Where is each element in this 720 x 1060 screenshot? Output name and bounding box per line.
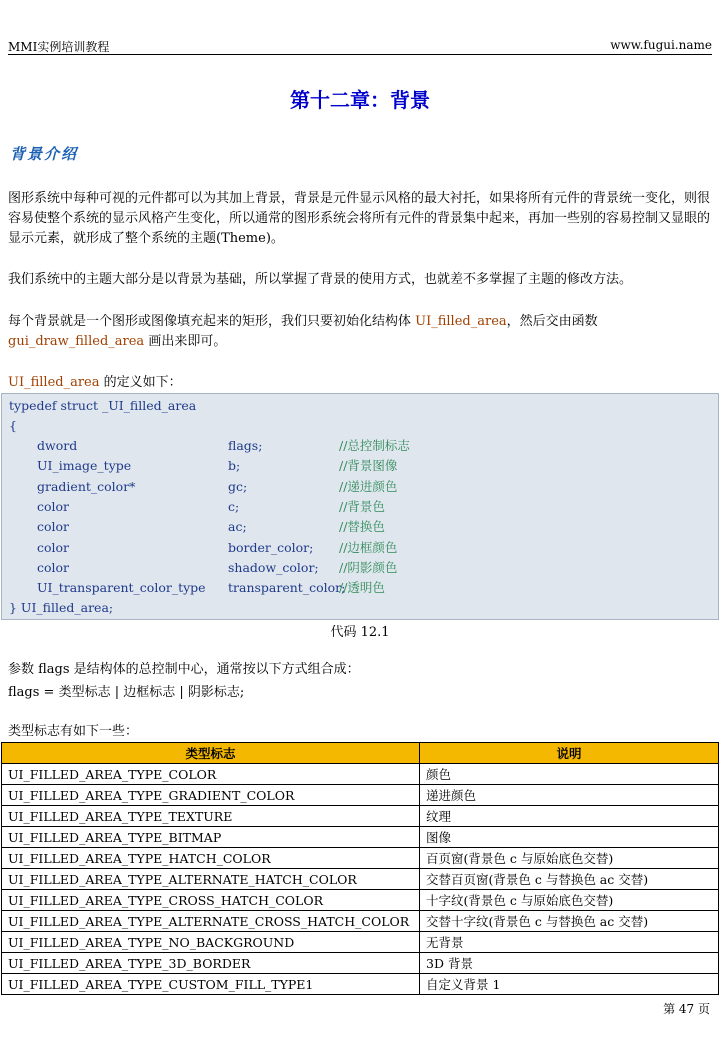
flags-description: 参数 flags 是结构体的总控制中心，通常按以下方式组合成： — [8, 662, 360, 677]
type-flag-cell: UI_FILLED_AREA_TYPE_CROSS_HATCH_COLOR — [2, 890, 420, 911]
code-field-line — [2, 578, 718, 598]
header-left-title: MMI实例培训教程 — [8, 40, 110, 54]
type-flag-cell: UI_FILLED_AREA_TYPE_COLOR — [2, 764, 420, 785]
table-row — [2, 827, 719, 848]
description-cell: 图像 — [420, 827, 719, 848]
p3-text-c: ，然后交由函数 — [506, 314, 598, 329]
code-field-line — [2, 456, 718, 476]
type-flag-cell: UI_FILLED_AREA_TYPE_HATCH_COLOR — [2, 848, 420, 869]
table-row — [2, 890, 719, 911]
type-flag-cell: UI_FILLED_AREA_TYPE_BITMAP — [2, 827, 420, 848]
table-row — [2, 848, 719, 869]
description-cell: 颜色 — [420, 764, 719, 785]
table-row — [2, 911, 719, 932]
code-caption: 代码 12.1 — [330, 625, 390, 640]
code-field-comment: //边框颜色 — [339, 539, 398, 555]
description-cell: 自定义背景 1 — [420, 974, 719, 995]
description-cell: 十字纹(背景色 c 与原始底色交替) — [420, 890, 719, 911]
table-header-row — [2, 743, 719, 764]
description-cell: 无背景 — [420, 932, 719, 953]
description-cell: 3D 背景 — [420, 953, 719, 974]
code-field-type: color — [37, 519, 70, 535]
description-cell: 交替十字纹(背景色 c 与替换色 ac 交替) — [420, 911, 719, 932]
struct-name-ref: UI_filled_area — [8, 375, 100, 390]
code-field-comment: //递进颜色 — [339, 478, 398, 494]
paragraph-theme: 我们系统中的主题大部分是以背景为基础，所以掌握了背景的使用方式，也就差不多掌握了主题的修改方法。 — [8, 272, 633, 287]
code-field-comment: //阴影颜色 — [339, 559, 398, 575]
code-block — [1, 393, 719, 620]
code-field-name: shadow_color; — [228, 559, 319, 575]
code-field-type: UI_transparent_color_type — [37, 580, 206, 596]
p3-text-e: 画出来即可。 — [144, 334, 227, 349]
code-field-line — [2, 497, 718, 517]
type-flag-cell: UI_FILLED_AREA_TYPE_TEXTURE — [2, 806, 420, 827]
code-field-name: flags; — [228, 438, 263, 453]
code-field-comment: //替换色 — [339, 519, 385, 535]
code-field-type: color — [37, 498, 70, 514]
code-field-line — [2, 558, 718, 578]
p4-text-b: 的定义如下： — [99, 375, 182, 390]
table-header-type: 类型标志 — [2, 743, 420, 764]
table-row — [2, 932, 719, 953]
table-header-description: 说明 — [420, 743, 719, 764]
description-cell: 百页窗(背景色 c 与原始底色交替) — [420, 848, 719, 869]
code-field-type: color — [37, 539, 70, 555]
type-flag-cell: UI_FILLED_AREA_TYPE_NO_BACKGROUND — [2, 932, 420, 953]
code-field-line — [2, 517, 718, 537]
p3-text-a: 每个背景就是一个图形或图像填充起来的矩形，我们只要初始化结构体 — [8, 314, 416, 329]
type-flags-table — [1, 742, 719, 995]
code-line-brace-open: { — [9, 418, 17, 433]
type-flag-cell: UI_FILLED_AREA_TYPE_3D_BORDER — [2, 953, 420, 974]
code-field-comment: //背景图像 — [339, 458, 398, 474]
type-flag-cell: UI_FILLED_AREA_TYPE_CUSTOM_FILL_TYPE1 — [2, 974, 420, 995]
type-flag-cell: UI_FILLED_AREA_TYPE_ALTERNATE_CROSS_HATCH_COLOR — [2, 911, 420, 932]
code-field-comment: //总控制标志 — [339, 438, 410, 453]
flags-formula: flags = 类型标志 | 边框标志 | 阴影标志; — [8, 685, 245, 700]
code-field-line — [2, 538, 718, 558]
type-flag-cell: UI_FILLED_AREA_TYPE_ALTERNATE_HATCH_COLOR — [2, 869, 420, 890]
code-field-name: ac; — [228, 519, 247, 535]
paragraph-filled-area — [8, 312, 712, 352]
code-field-name: transparent_color; — [228, 580, 346, 596]
header-right-url[interactable]: www.fugui.name — [610, 38, 712, 52]
type-flag-cell: UI_FILLED_AREA_TYPE_GRADIENT_COLOR — [2, 785, 420, 806]
table-intro: 类型标志有如下一些： — [8, 724, 139, 739]
section-title: 背景介绍 — [10, 145, 79, 163]
code-field-comment: //背景色 — [339, 498, 385, 514]
code-field-line — [2, 436, 718, 456]
table-row — [2, 869, 719, 890]
code-field-type: color — [37, 559, 70, 575]
code-line-close: } UI_filled_area; — [9, 600, 114, 615]
table-row — [2, 974, 719, 995]
paragraph-intro: 图形系统中每种可视的元件都可以为其加上背景，背景是元件显示风格的最大衬托，如果将所有元件的背景统一变化，则很容易使整个系统的显示风格产生变化，所以通常的图形系统会将所有元件的背景集中起来，再加一些别的容易控制又显眼的显示元素，就形成了整个系统的主题(Theme)。 — [8, 191, 711, 246]
code-field-type: dword — [37, 438, 78, 453]
description-cell: 交替百页窗(背景色 c 与替换色 ac 交替) — [420, 869, 719, 890]
struct-name-link: UI_filled_area — [415, 314, 507, 329]
table-body — [2, 764, 719, 995]
code-field-comment: //透明色 — [339, 580, 385, 596]
code-field-line — [2, 477, 718, 497]
code-field-type: UI_image_type — [37, 458, 132, 474]
code-field-name: c; — [228, 498, 240, 514]
code-field-type: gradient_color* — [37, 478, 136, 494]
chapter-title: 第十二章：背景 — [290, 88, 430, 112]
code-field-name: b; — [228, 458, 241, 474]
page-number: 第 47 页 — [663, 1002, 710, 1016]
code-field-name: gc; — [228, 478, 248, 494]
description-cell: 纹理 — [420, 806, 719, 827]
table-row — [2, 764, 719, 785]
code-field-name: border_color; — [228, 539, 314, 555]
paragraph-definition — [8, 373, 712, 393]
page-header — [8, 36, 712, 55]
function-name-link: gui_draw_filled_area — [8, 334, 145, 349]
description-cell: 递进颜色 — [420, 785, 719, 806]
table-row — [2, 785, 719, 806]
table-row — [2, 806, 719, 827]
code-line-typedef: typedef struct _UI_filled_area — [9, 398, 197, 413]
table-row — [2, 953, 719, 974]
